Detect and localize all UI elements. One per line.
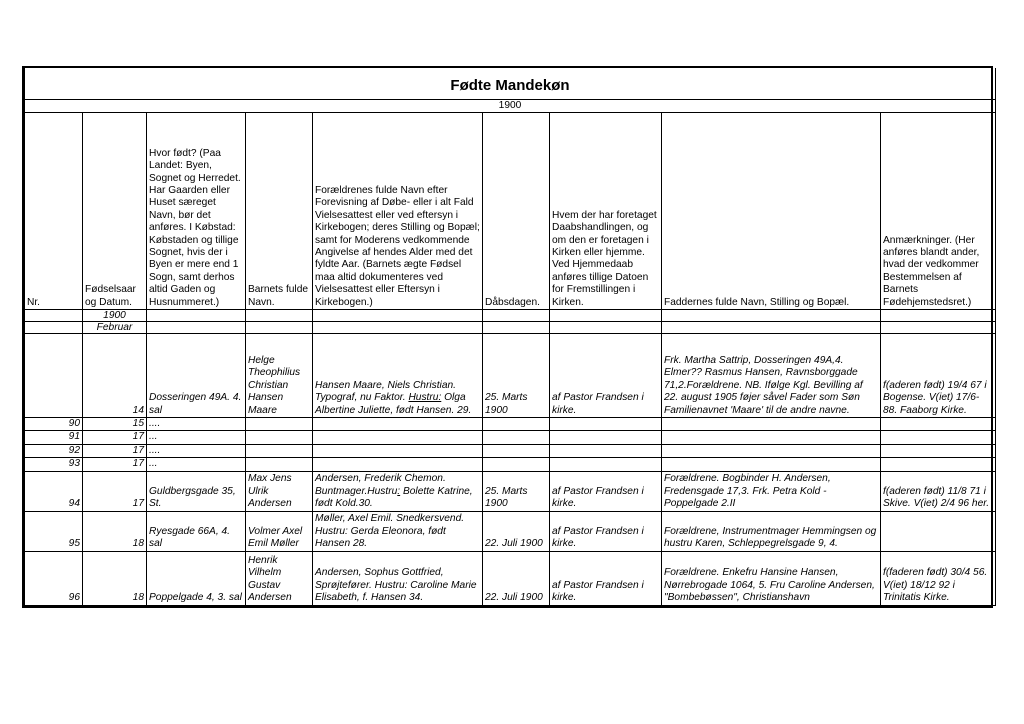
birth-day-cell: 17: [83, 431, 147, 444]
godparents-cell: Forældrene. Enkefru Hansine Hansen, Nørrebrogade 1064, 5. Fru Caroline Andersen, "Bombebøssen", Christianshavn: [662, 551, 881, 605]
nr-cell: 95: [25, 511, 83, 551]
nr-cell: [25, 334, 83, 418]
header-baptism-date: Dåbsdagen.: [483, 113, 550, 310]
underlined-text: Hustru:: [408, 392, 442, 404]
child-name-cell: Helge Theophilius Christian Hansen Maare: [246, 334, 313, 418]
birth-place-cell: ....: [147, 444, 246, 457]
godparents-cell: Frk. Martha Sattrip, Dosseringen 49A,4. Elmer?? Rasmus Hansen, Ravnsborggade 71,2.Forældrene. NB. Ifølge Kgl. Bevilling af 22. august 1905 føjer såvel Fader som Søn Familienavnet 'Maare' til de andre navne.: [662, 334, 881, 418]
performed-by-cell: af Pastor Frandsen i kirke.: [550, 551, 662, 605]
empty-cell: [147, 322, 246, 334]
child-name-cell: [246, 458, 313, 471]
header-birth-date: Fødselsaar og Datum.: [83, 113, 147, 310]
year-row: [25, 310, 996, 322]
performed-by-cell: [550, 458, 662, 471]
performed-by-cell: [550, 431, 662, 444]
year-row-label: 1900: [83, 310, 147, 322]
godparents-cell: [662, 418, 881, 431]
performed-by-cell: af Pastor Frandsen i kirke.: [550, 334, 662, 418]
year-heading: 1900: [25, 100, 996, 113]
child-name-cell: Max Jens Ulrik Andersen: [246, 471, 313, 511]
header-parents: Forældrenes fulde Navn efter Forevisning af Døbe- eller i alt Fald Vielsesattest eller ved eftersyn i Kirkebogen; deres Stilling og Bopæl; samt for Moderens vedkommende Angivelse af hendes Alder med det fyldte Aar. (Barnets ægte Fødsel maa altid dokumenteres ved Vielsesattest eller Eftersyn i Kirkebogen.): [313, 113, 483, 310]
empty-cell: [483, 322, 550, 334]
child-name-cell: Volmer Axel Emil Møller: [246, 511, 313, 551]
empty-cell: [881, 310, 996, 322]
birth-place-cell: Ryesgade 66A, 4. sal: [147, 511, 246, 551]
empty-cell: [25, 322, 83, 334]
birth-day-cell: 15: [83, 418, 147, 431]
empty-cell: [25, 310, 83, 322]
header-birth-place: Hvor født? (Paa Landet: Byen, Sognet og Herredet. Har Gaarden eller Huset særeget Navn, bør det anføres. I Købstad: Købstaden og tillige Sognet, hvis der i Byen er mere end 1 Sogn, samt derhos altid Gaden og Husnummeret.): [147, 113, 246, 310]
header-godparents: Faddernes fulde Navn, Stilling og Bopæl.: [662, 113, 881, 310]
nr-cell: 94: [25, 471, 83, 511]
remarks-cell: [881, 444, 996, 457]
register-sheet: [22, 66, 993, 608]
birth-place-cell: ...: [147, 458, 246, 471]
parents-cell: [313, 511, 483, 551]
godparents-cell: [662, 444, 881, 457]
baptism-date-cell: 22. Juli 1900: [483, 511, 550, 551]
table-row: [25, 511, 996, 551]
birth-place-cell: Dosseringen 49A. 4. sal: [147, 334, 246, 418]
table-row: [25, 551, 996, 605]
child-name-cell: [246, 431, 313, 444]
parents-cell: [313, 551, 483, 605]
birth-day-cell: 18: [83, 551, 147, 605]
month-row: [25, 322, 996, 334]
parents-cell: [313, 431, 483, 444]
baptism-date-cell: [483, 458, 550, 471]
godparents-cell: [662, 431, 881, 444]
parents-cell: [313, 471, 483, 511]
birth-day-cell: 17: [83, 444, 147, 457]
parents-cell: [313, 418, 483, 431]
header-child-name: Barnets fulde Navn.: [246, 113, 313, 310]
header-nr: Nr.: [25, 113, 83, 310]
table-row: [25, 431, 996, 444]
empty-cell: [550, 322, 662, 334]
performed-by-cell: [550, 444, 662, 457]
nr-cell: 90: [25, 418, 83, 431]
remarks-cell: [881, 458, 996, 471]
remarks-cell: [881, 431, 996, 444]
parents-cell: [313, 444, 483, 457]
remarks-cell: f(aderen født) 11/8 71 i Skive. V(iet) 2/4 96 her.: [881, 471, 996, 511]
parents-text: Bolette Katrine, født Kold.30.: [315, 485, 473, 510]
empty-cell: [313, 310, 483, 322]
performed-by-cell: [550, 418, 662, 431]
parents-text: Andersen, Sophus Gottfried, Sprøjtefører. Hustru: Caroline Marie Elisabeth, f. Hansen 34.: [315, 567, 477, 604]
baptism-date-cell: 22. Juli 1900: [483, 551, 550, 605]
parents-text: Andersen, Frederik Chemon. Buntmager.Hustru: [315, 473, 446, 497]
empty-cell: [550, 310, 662, 322]
nr-cell: 91: [25, 431, 83, 444]
child-name-cell: Henrik Vilhelm Gustav Andersen: [246, 551, 313, 605]
header-remarks: Anmærkninger. (Her anføres blandt ander, hvad der vedkommer Bestemmelsen af Barnets Fødehjemstedsret.): [881, 113, 996, 310]
table-row: [25, 458, 996, 471]
parents-text: Møller, Axel Emil. Snedkersvend. Hustru: Gerda Eleonora, født Hansen 28.: [315, 513, 465, 550]
baptism-date-cell: 25. Marts 1900: [483, 471, 550, 511]
empty-cell: [147, 310, 246, 322]
table-row: [25, 471, 996, 511]
empty-cell: [246, 322, 313, 334]
remarks-cell: f(faderen født) 30/4 56. V(iet) 18/12 92 i Trinitatis Kirke.: [881, 551, 996, 605]
empty-cell: [246, 310, 313, 322]
birth-place-cell: ....: [147, 418, 246, 431]
page-title: Fødte Mandekøn: [25, 68, 996, 100]
birth-place-cell: ...: [147, 431, 246, 444]
baptism-date-cell: [483, 431, 550, 444]
remarks-cell: [881, 511, 996, 551]
table-row: [25, 334, 996, 418]
table-row: [25, 418, 996, 431]
performed-by-cell: af Pastor Frandsen i kirke.: [550, 471, 662, 511]
empty-cell: [483, 310, 550, 322]
birth-day-cell: 14: [83, 334, 147, 418]
empty-cell: [313, 322, 483, 334]
column-header-row: [25, 113, 996, 310]
birth-day-cell: 17: [83, 458, 147, 471]
parents-text: Olga Albertine Juliette, født Hansen. 29.: [315, 392, 472, 416]
parents-cell: [313, 458, 483, 471]
birth-day-cell: 18: [83, 511, 147, 551]
empty-cell: [881, 322, 996, 334]
underlined-text: :: [397, 485, 401, 497]
birth-place-cell: Guldbergsgade 35, St.: [147, 471, 246, 511]
nr-cell: 92: [25, 444, 83, 457]
child-name-cell: [246, 444, 313, 457]
godparents-cell: Forældrene. Bogbinder H. Andersen, Fredensgade 17,3. Frk. Petra Kold - Poppelgade 2.II: [662, 471, 881, 511]
godparents-cell: [662, 458, 881, 471]
table-row: [25, 444, 996, 457]
baptism-date-cell: [483, 418, 550, 431]
header-performed-by: Hvem der har foretaget Daabshandlingen, og om den er foretagen i Kirken eller hjemme. Ved Hjemmedaab anføres tillige Datoen for Fremstillingen i Kirken.: [550, 113, 662, 310]
birth-register-table: [24, 68, 996, 606]
baptism-date-cell: 25. Marts 1900: [483, 334, 550, 418]
parents-text: Hansen Maare, Niels Christian. Typograf, nu Faktor.: [315, 379, 456, 404]
nr-cell: 96: [25, 551, 83, 605]
remarks-cell: [881, 418, 996, 431]
performed-by-cell: af Pastor Frandsen i kirke.: [550, 511, 662, 551]
birth-place-cell: Poppelgade 4, 3. sal: [147, 551, 246, 605]
remarks-cell: f(aderen født) 19/4 67 i Bogense. V(iet) 17/6-88. Faaborg Kirke.: [881, 334, 996, 418]
godparents-cell: Forældrene, Instrumentmager Hemmingsen og hustru Karen, Schleppegrelsgade 9, 4.: [662, 511, 881, 551]
month-label: Februar: [83, 322, 147, 334]
empty-cell: [662, 322, 881, 334]
baptism-date-cell: [483, 444, 550, 457]
empty-cell: [662, 310, 881, 322]
parents-cell: [313, 334, 483, 418]
nr-cell: 93: [25, 458, 83, 471]
child-name-cell: [246, 418, 313, 431]
birth-day-cell: 17: [83, 471, 147, 511]
